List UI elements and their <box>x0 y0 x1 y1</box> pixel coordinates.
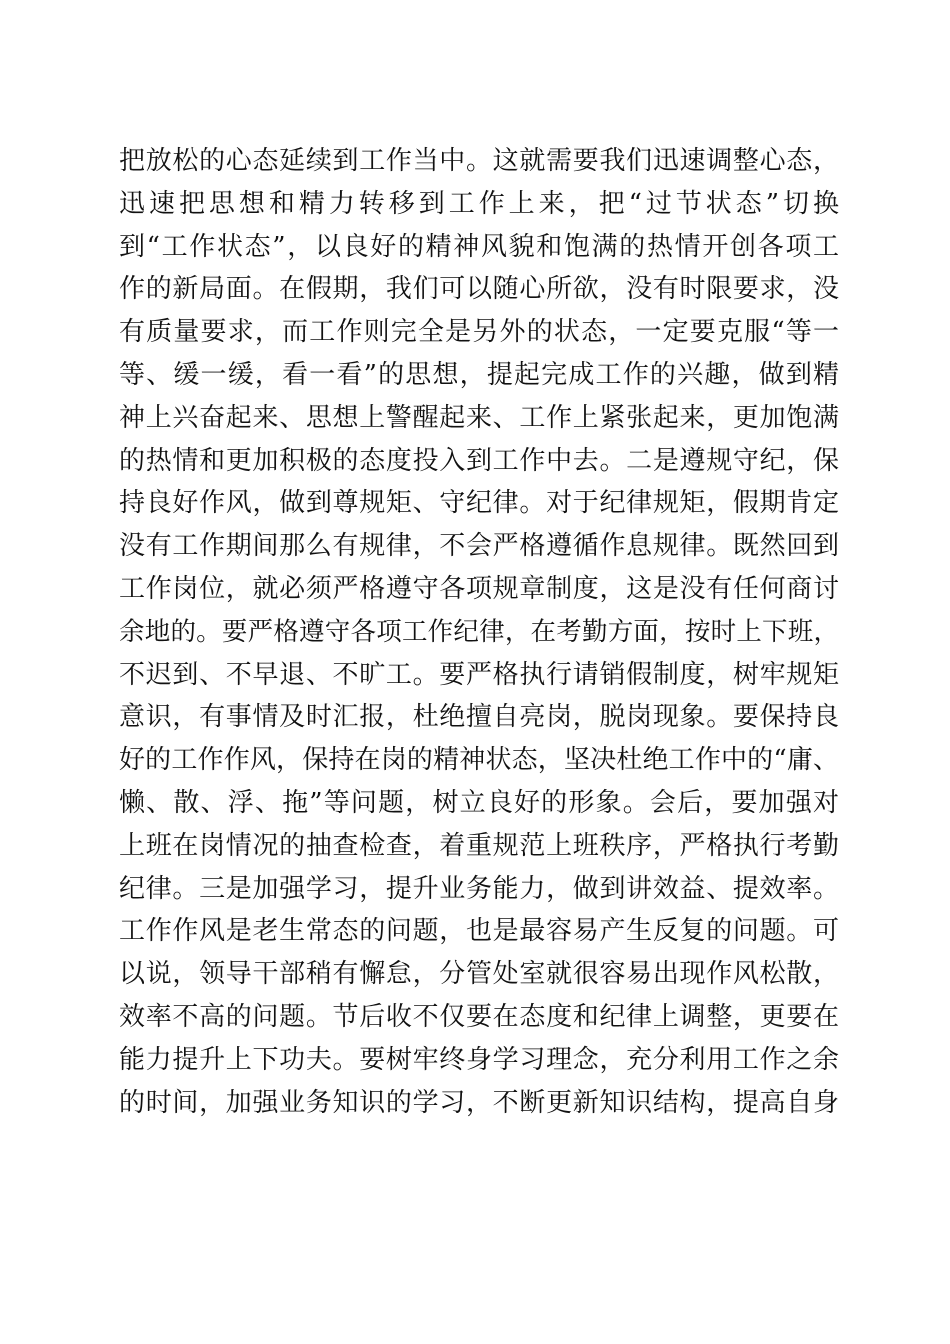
text-line: 到“工作状态”，以良好的精神风貌和饱满的热情开创各项工 <box>119 231 839 262</box>
text-line: 效率不高的问题。节后收不仅要在态度和纪律上调整，更要在 <box>119 1001 839 1032</box>
text-line: 迅速把思想和精力转移到工作上来，把“过节状态”切换 <box>119 188 839 219</box>
text-line: 等、缓一缓，看一看”的思想，提起完成工作的兴趣，做到精 <box>119 359 839 390</box>
text-line: 工作岗位，就必须严格遵守各项规章制度，这是没有任何商讨 <box>119 573 839 604</box>
text-line: 把放松的心态延续到工作当中。这就需要我们迅速调整心态， <box>119 146 839 176</box>
text-line: 作的新局面。在假期，我们可以随心所欲，没有时限要求，没 <box>119 274 839 305</box>
text-line: 上班在岗情况的抽查检查，着重规范上班秩序，严格执行考勤 <box>119 830 839 861</box>
text-line: 好的工作作风，保持在岗的精神状态，坚决杜绝工作中的“庸、 <box>119 745 839 776</box>
text-line: 意识，有事情及时汇报，杜绝擅自亮岗，脱岗现象。要保持良 <box>119 702 839 733</box>
text-line: 有质量要求，而工作则完全是另外的状态，一定要克服“等一 <box>119 317 839 348</box>
text-line: 没有工作期间那么有规律，不会严格遵循作息规律。既然回到 <box>119 531 839 562</box>
text-line: 纪律。三是加强学习，提升业务能力，做到讲效益、提效率。 <box>119 873 839 904</box>
text-line: 工作作风是老生常态的问题，也是最容易产生反复的问题。可 <box>119 916 839 947</box>
text-line: 持良好作风，做到尊规矩、守纪律。对于纪律规矩，假期肯定 <box>119 488 839 519</box>
text-line: 的热情和更加积极的态度投入到工作中去。二是遵规守纪，保 <box>119 445 839 476</box>
text-line: 的时间，加强业务知识的学习，不断更新知识结构，提高自身 <box>119 1087 839 1118</box>
text-line: 神上兴奋起来、思想上警醒起来、工作上紧张起来，更加饱满 <box>119 402 839 433</box>
body-text <box>119 140 839 1124</box>
text-line: 余地的。要严格遵守各项工作纪律，在考勤方面，按时上下班， <box>119 616 839 647</box>
text-line: 以说，领导干部稍有懈怠，分管处室就很容易出现作风松散， <box>119 959 839 990</box>
text-line: 不迟到、不早退、不旷工。要严格执行请销假制度，树牢规矩 <box>119 659 839 690</box>
text-line: 懒、散、浮、拖”等问题，树立良好的形象。会后，要加强对 <box>119 787 839 818</box>
text-line: 能力提升上下功夫。要树牢终身学习理念，充分利用工作之余 <box>119 1044 839 1075</box>
